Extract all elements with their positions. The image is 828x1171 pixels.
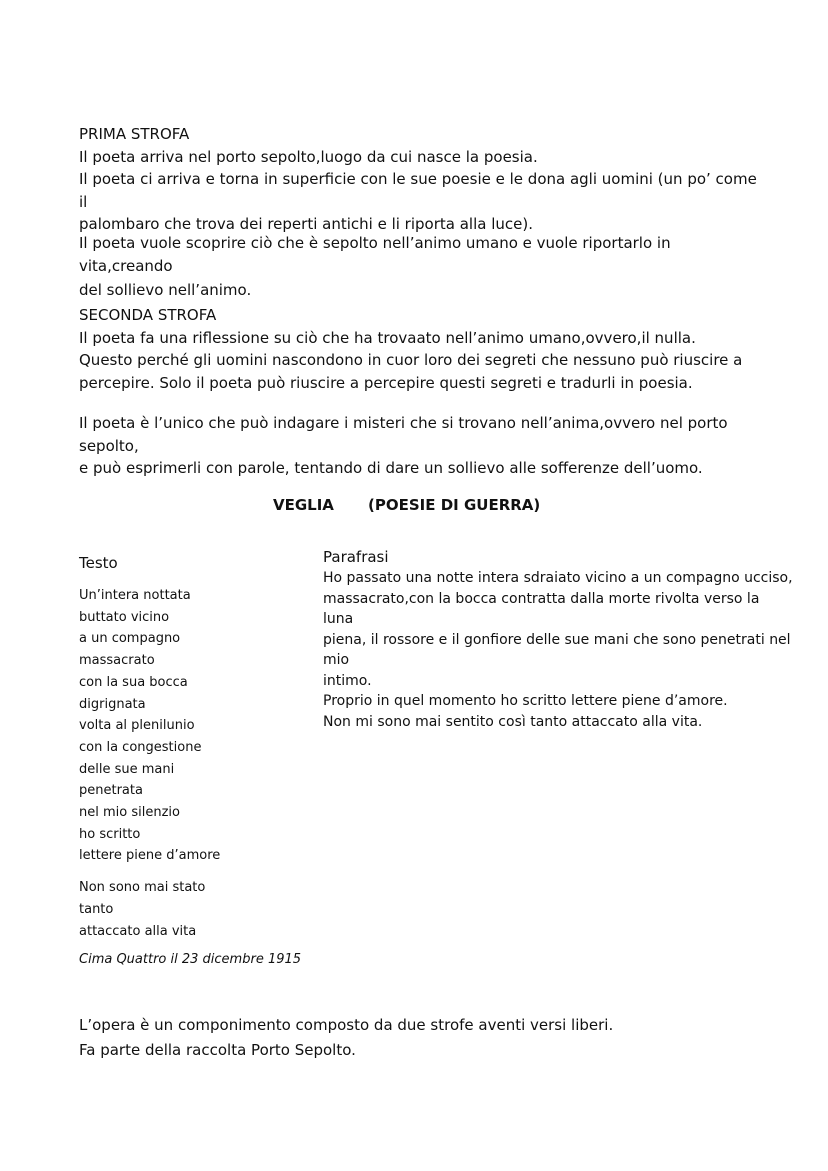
parafrasi-line: piena, il rossore e il gonfiore delle sue mani che sono penetrati nel mio: [323, 631, 791, 668]
poem-subtitle: (POESIE DI GUERRA): [368, 496, 541, 514]
section-prima-strofa: [79, 123, 759, 236]
paragraph-line: Il poeta arriva nel porto sepolto,luogo da cui nasce la poesia.: [79, 147, 538, 166]
verse-line: a un compagno: [79, 631, 181, 647]
paragraph-line: Il poeta vuole scoprire ciò che è sepolto nell’animo umano e vuole riportarlo in vita,creando: [79, 234, 671, 275]
verse-line: buttato vicino: [79, 609, 170, 625]
paragraph-line: Il poeta ci arriva e torna in superficie con le sue poesie e le dona agli uomini (un po’ come il: [79, 170, 757, 211]
paragraph-line: del sollievo nell’animo.: [79, 281, 252, 299]
section-seconda-strofa-paragraph-2: [79, 412, 759, 480]
parafrasi-heading: Parafrasi: [323, 548, 389, 566]
paragraph-line: Questo perché gli uomini nascondono in cuor loro dei segreti che nessuno può riuscire a: [79, 351, 743, 369]
parafrasi-line: Ho passato una notte intera sdraiato vicino a un compagno ucciso,: [323, 570, 793, 586]
verse-line: con la congestione: [79, 739, 202, 755]
verse-line: nel mio silenzio: [79, 805, 180, 821]
verse-line: penetrata: [79, 783, 143, 799]
verse-line: ho scritto: [79, 826, 141, 842]
verse-line: digrignata: [79, 696, 146, 712]
parafrasi-column: [323, 546, 793, 732]
verse-line: Un’intera nottata: [79, 588, 191, 603]
testo-heading: Testo: [79, 554, 118, 572]
verse-line: delle sue mani: [79, 761, 175, 777]
verse-line: con la sua bocca: [79, 674, 188, 690]
stanza-gap: [79, 867, 309, 877]
parafrasi-line: Proprio in quel momento ho scritto lettere piene d’amore.: [323, 693, 728, 709]
verse-line: massacrato: [79, 653, 155, 669]
verse-line: volta al plenilunio: [79, 718, 195, 734]
paragraph-line: Il poeta fa una riflessione su ciò che ha trovaato nell’animo umano,ovvero,il nulla.: [79, 328, 696, 347]
verse-line: attaccato alla vita: [79, 923, 197, 939]
paragraph-line: Il poeta è l’unico che può indagare i misteri che si trovano nell’anima,ovvero nel porto sepolto,: [79, 414, 728, 455]
testo-column: [79, 552, 309, 971]
closing-notes: [79, 1013, 759, 1063]
section-seconda-strofa: [79, 304, 759, 394]
paragraph-line: percepire. Solo il poeta può riuscire a percepire questi segreti e tradurli in poesia.: [79, 373, 693, 392]
verse-line: tanto: [79, 901, 114, 917]
parafrasi-line: massacrato,con la bocca contratta dalla morte rivolta verso la luna: [323, 590, 760, 627]
poem-title: VEGLIA: [273, 496, 334, 514]
section-heading: SECONDA STROFA: [79, 306, 217, 324]
parafrasi-line: intimo.: [323, 672, 372, 689]
poem-signature: Cima Quattro il 23 dicembre 1915: [79, 952, 302, 968]
closing-line: L’opera è un componimento composto da due strofe aventi versi liberi.: [79, 1016, 614, 1034]
parafrasi-line: Non mi sono mai sentito così tanto attaccato alla vita.: [323, 713, 703, 730]
verse-line: Non sono mai stato: [79, 880, 206, 896]
verse-line: lettere piene d’amore: [79, 848, 221, 864]
paragraph-line: palombaro che trova dei reperti antichi e li riporta alla luce).: [79, 215, 533, 233]
section-heading: PRIMA STROFA: [79, 125, 190, 143]
closing-line: Fa parte della raccolta Porto Sepolto.: [79, 1041, 356, 1059]
paragraph-line: e può esprimerli con parole, tentando di dare un sollievo alle sofferenze dell’uomo.: [79, 459, 703, 477]
section-prima-strofa-paragraph-2: [79, 232, 759, 302]
